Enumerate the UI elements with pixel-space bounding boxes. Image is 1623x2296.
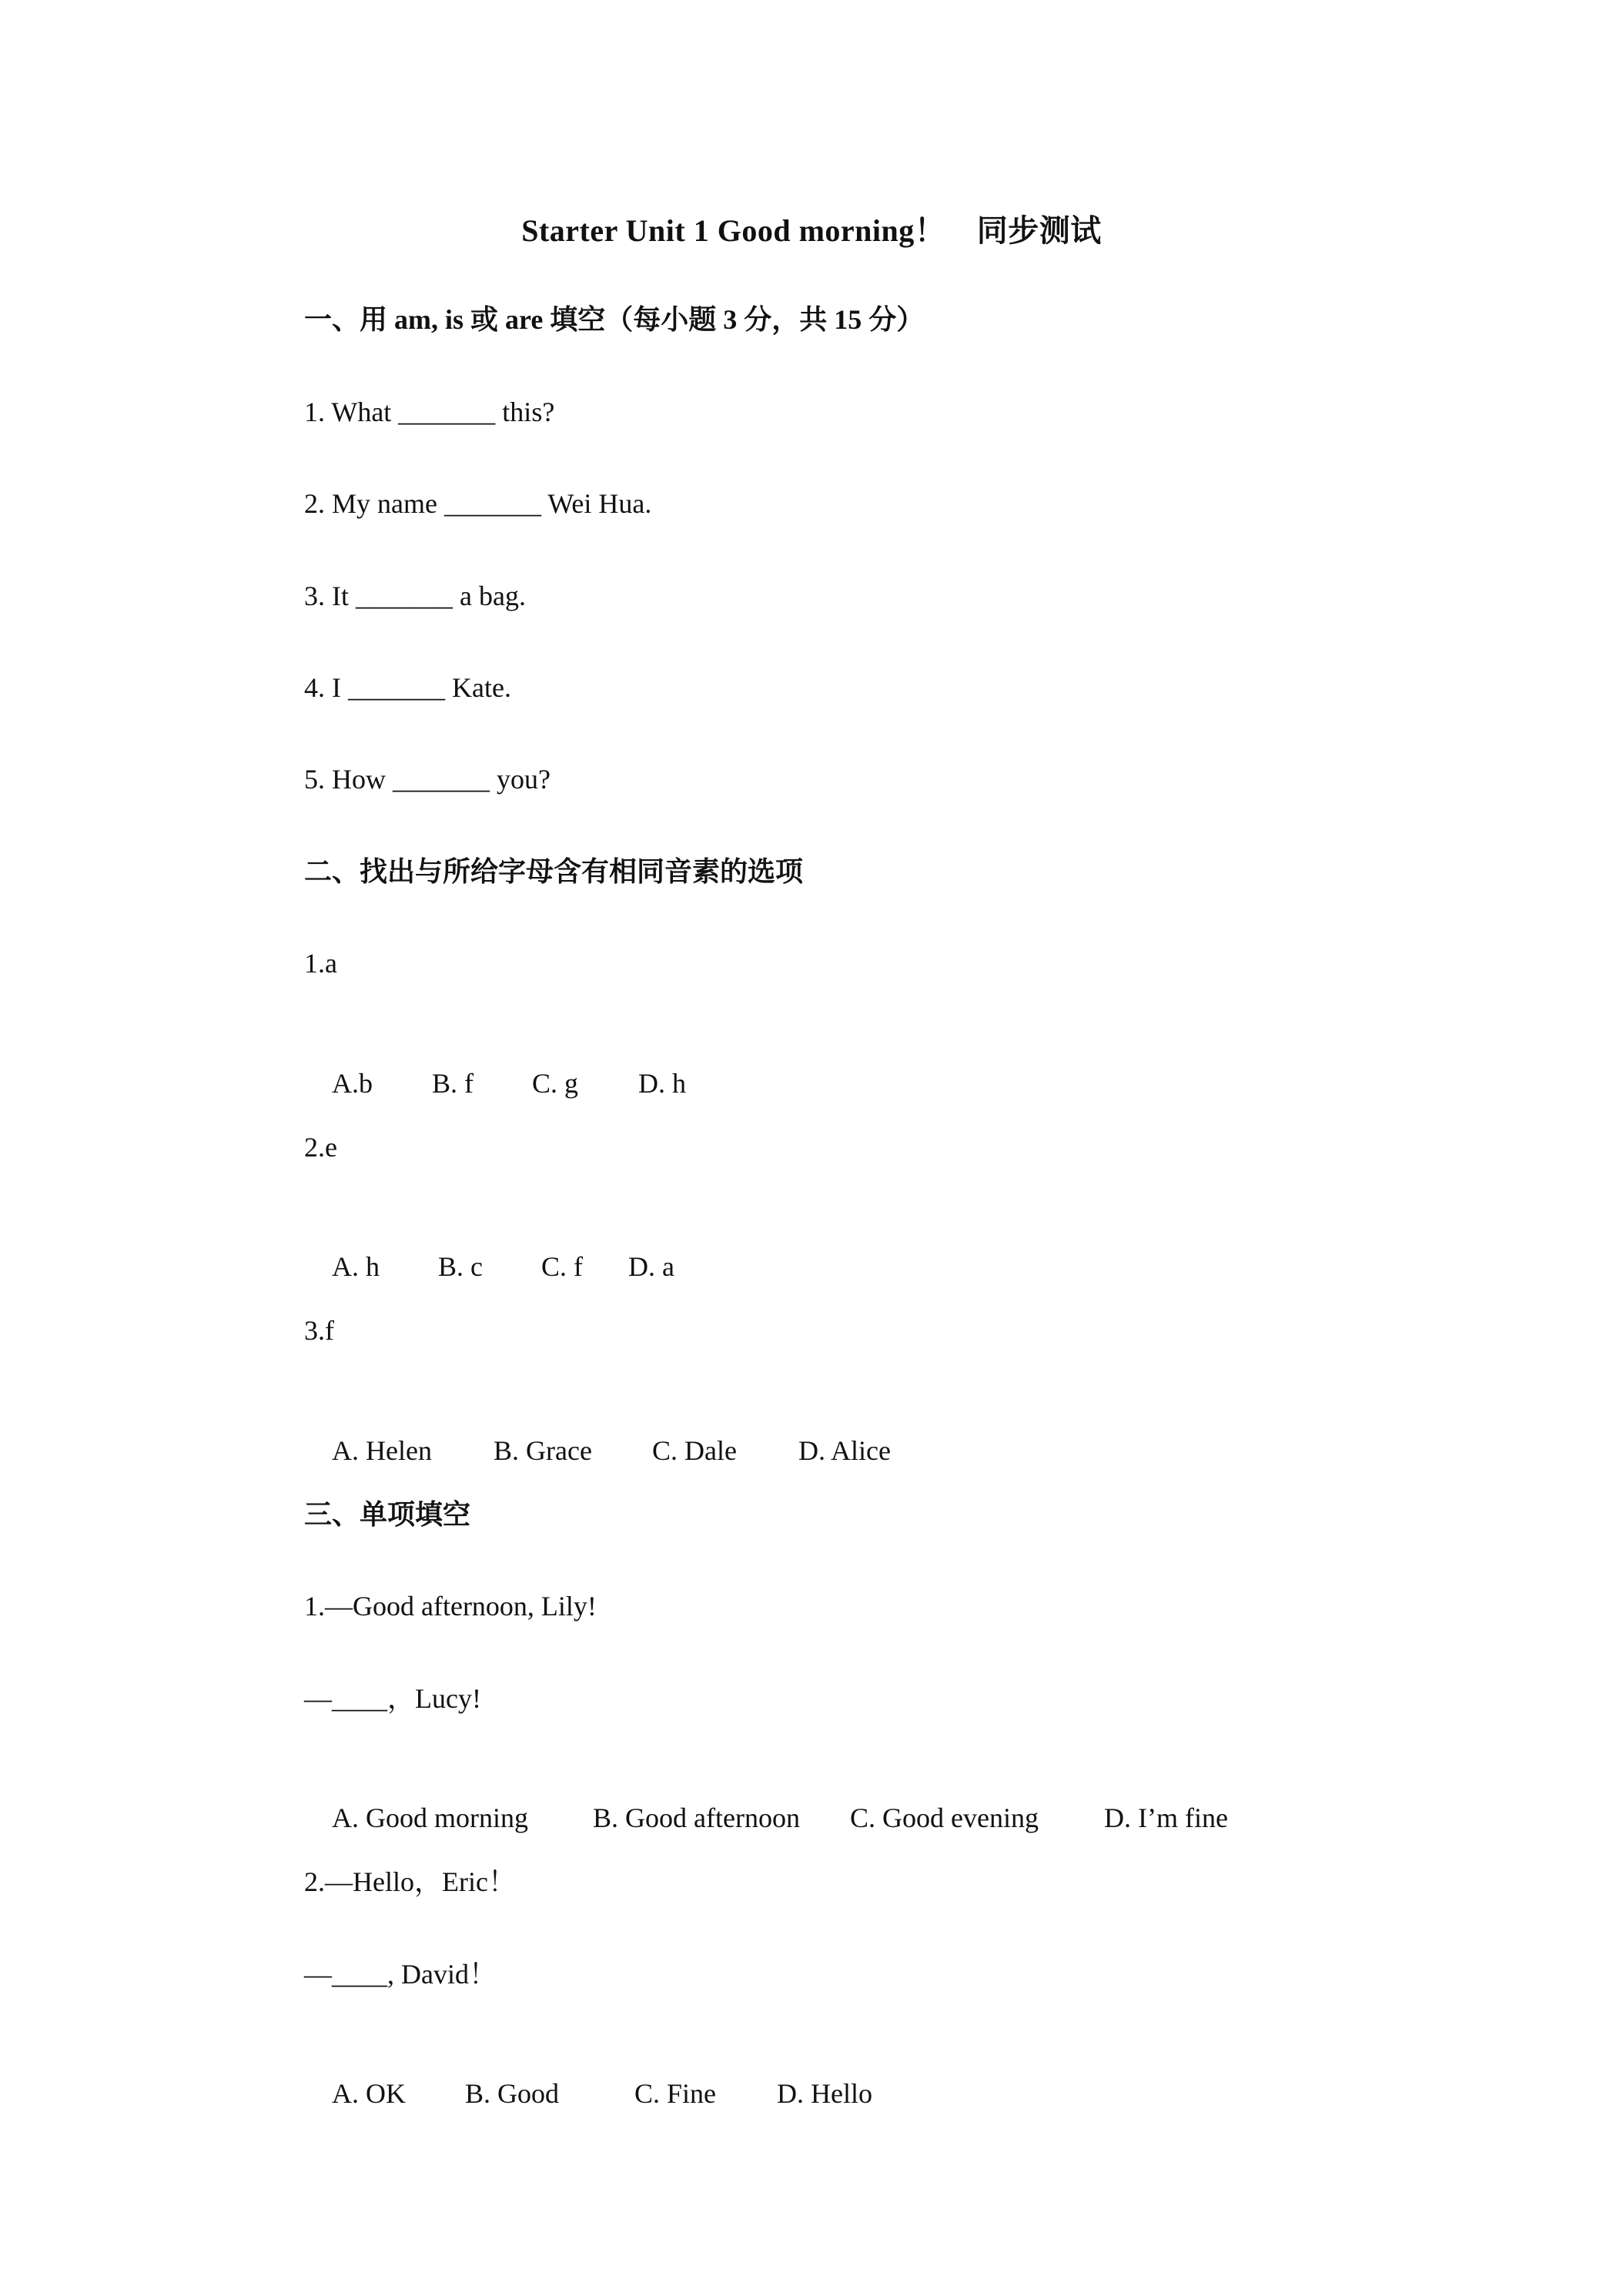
section-3-q2-options xyxy=(304,2052,872,2135)
section-2-q2-stem: 2.e xyxy=(304,1132,337,1163)
option-c: C. g xyxy=(532,1068,579,1099)
option-d: D. Hello xyxy=(777,2078,872,2109)
section-1-item-2: 2. My name _______ Wei Hua. xyxy=(304,488,652,519)
section-2-q1-stem: 1.a xyxy=(304,948,337,979)
option-b: B. Good xyxy=(465,2078,560,2109)
option-c: C. Dale xyxy=(652,1435,737,1466)
option-b: B. Good afternoon xyxy=(593,1802,800,1833)
section-1-heading: 一、用 am, is 或 are 填空（每小题 3 分，共 15 分） xyxy=(304,304,925,335)
option-c: C. Fine xyxy=(634,2078,717,2109)
option-b: B. c xyxy=(438,1251,483,1282)
option-b: B. f xyxy=(432,1068,474,1099)
section-3-q1-stem: 1.—Good afternoon, Lily! xyxy=(304,1591,597,1622)
option-d: D. h xyxy=(638,1068,686,1099)
section-3-q2-stem: 2.—Hello，Eric！ xyxy=(304,1866,516,1897)
section-2-q3-stem: 3.f xyxy=(304,1315,334,1346)
section-1-item-1: 1. What _______ this? xyxy=(304,397,555,427)
option-d: D. Alice xyxy=(798,1435,891,1466)
section-2-q3-options xyxy=(304,1409,891,1492)
option-a: A.b xyxy=(332,1068,373,1099)
option-c: C. f xyxy=(541,1251,583,1282)
section-1-item-3: 3. It _______ a bag. xyxy=(304,581,526,611)
section-1-item-5: 5. How _______ you? xyxy=(304,764,550,795)
option-d: D. a xyxy=(628,1251,674,1282)
option-c: C. Good evening xyxy=(850,1802,1039,1833)
option-a: A. h xyxy=(332,1251,380,1282)
option-d: D. I’m fine xyxy=(1104,1802,1228,1833)
section-2-q2-options xyxy=(304,1225,674,1308)
section-1-item-4: 4. I _______ Kate. xyxy=(304,672,511,703)
option-b: B. Grace xyxy=(494,1435,592,1466)
page-title: Starter Unit 1 Good morning！ 同步测试 xyxy=(521,213,1102,248)
section-3-heading: 三、单项填空 xyxy=(304,1499,471,1530)
section-3-q1-options xyxy=(304,1776,1228,1859)
option-a: A. Helen xyxy=(332,1435,432,1466)
section-2-heading: 二、找出与所给字母含有相同音素的选项 xyxy=(304,856,804,887)
section-2-q1-options xyxy=(304,1042,686,1125)
section-3-q1-reply: —____，Lucy! xyxy=(304,1683,481,1714)
section-3-q2-reply: —____, David！ xyxy=(304,1959,497,1990)
option-a: A. OK xyxy=(332,2078,406,2109)
option-a: A. Good morning xyxy=(332,1802,528,1833)
